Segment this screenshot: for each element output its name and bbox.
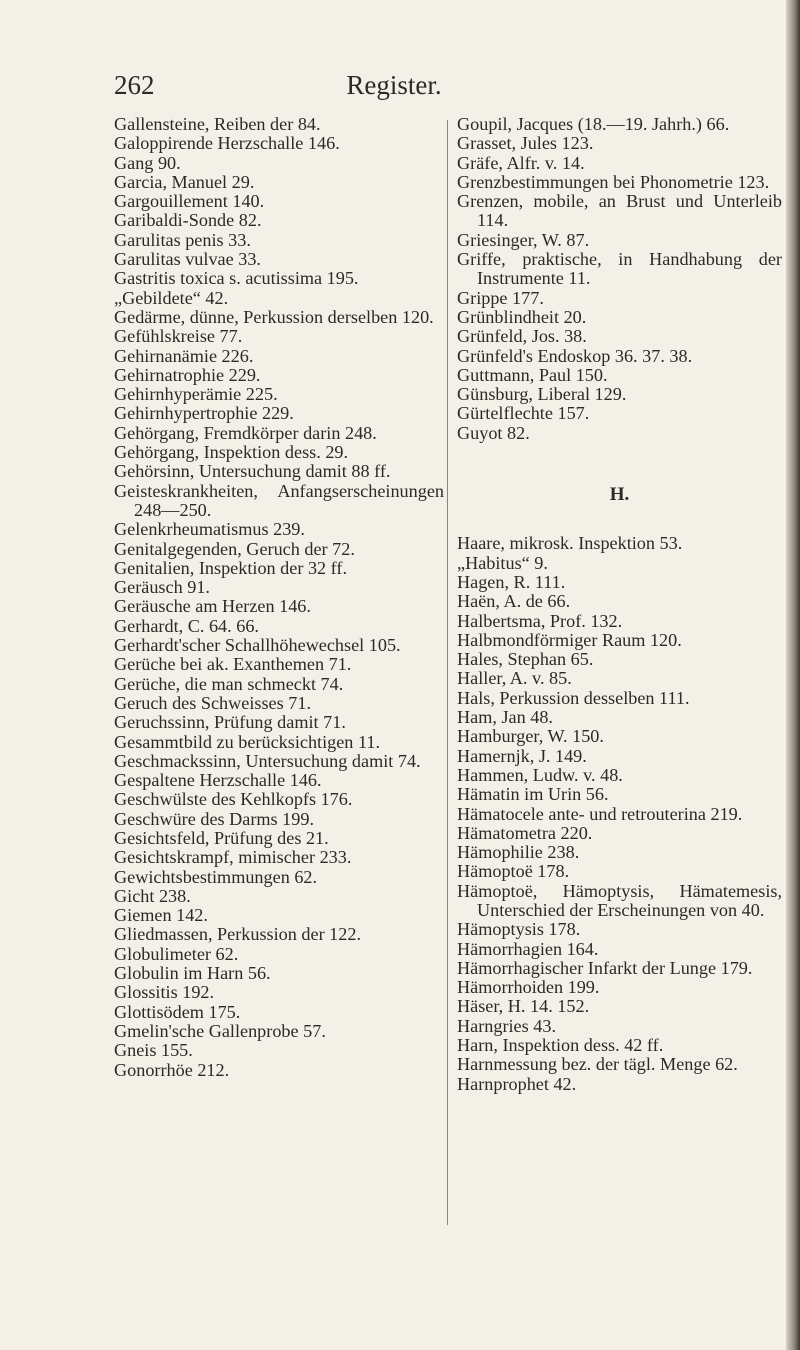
index-entry: Geräusch 91. bbox=[114, 577, 210, 598]
index-entry: Garibaldi-Sonde 82. bbox=[114, 210, 262, 231]
index-entry: Hagen, R. 111. bbox=[457, 571, 566, 592]
index-entry: Gonorrhöe 212. bbox=[114, 1059, 230, 1080]
index-entry: Gehirnhypertrophie 229. bbox=[114, 403, 294, 424]
index-entry: Glossitis 192. bbox=[114, 982, 215, 1003]
index-entry: Harnmessung bez. der tägl. Menge 62. bbox=[457, 1054, 738, 1075]
index-entry: Hämatometra 220. bbox=[457, 822, 593, 843]
index-entry: Gehörsinn, Untersuchung damit 88 ff. bbox=[114, 461, 391, 482]
page-number: 262 bbox=[114, 70, 155, 100]
index-entry: „Habitus“ 9. bbox=[457, 552, 548, 573]
index-entry: Gehirnhyperämie 225. bbox=[114, 384, 278, 405]
index-entry: Harn, Inspektion dess. 42 ff. bbox=[457, 1035, 664, 1056]
index-entry: Gneis 155. bbox=[114, 1040, 193, 1061]
index-entry: Ham, Jan 48. bbox=[457, 707, 553, 728]
index-entry: Goupil, Jacques (18.—19. Jahrh.) 66. bbox=[457, 114, 730, 134]
index-entry: Haller, A. v. 85. bbox=[457, 668, 572, 689]
index-entry: Harnprophet 42. bbox=[457, 1073, 577, 1094]
index-entry: Gesichtsfeld, Prüfung des 21. bbox=[114, 827, 329, 848]
index-entry: Gehörgang, Inspektion dess. 29. bbox=[114, 442, 349, 463]
index-entry: Gerhardt, C. 64. 66. bbox=[114, 615, 259, 636]
index-entry: Hammen, Ludw. v. 48. bbox=[457, 764, 623, 785]
index-entry: Harngries 43. bbox=[457, 1015, 556, 1036]
index-entry: Gespaltene Herzschalle 146. bbox=[114, 770, 322, 791]
index-entry: Geschwülste des Kehlkopfs 176. bbox=[114, 789, 353, 810]
index-entry: Grippe 177. bbox=[457, 287, 544, 308]
index-entry: Hamburger, W. 150. bbox=[457, 726, 604, 747]
index-entry: Gastritis toxica s. acutissima 195. bbox=[114, 268, 359, 289]
index-entry: Hämorrhagien 164. bbox=[457, 938, 599, 959]
index-entry: Gehirnanämie 226. bbox=[114, 345, 254, 366]
index-entry: Gesammtbild zu berücksichtigen 11. bbox=[114, 731, 381, 752]
index-entry: Giemen 142. bbox=[114, 905, 208, 926]
index-entry: Gicht 238. bbox=[114, 885, 191, 906]
page-edge-shadow bbox=[786, 0, 800, 1350]
index-entry: Hämorrhoiden 199. bbox=[457, 977, 600, 998]
index-entry: Hales, Stephan 65. bbox=[457, 649, 594, 670]
index-entry: Gerhardt'scher Schallhöhewechsel 105. bbox=[114, 635, 401, 656]
index-entry: Grünfeld's Endoskop 36. 37. 38. bbox=[457, 345, 693, 366]
index-entry: Garulitas vulvae 33. bbox=[114, 249, 261, 270]
index-entry: Geschwüre des Darms 199. bbox=[114, 808, 315, 829]
index-entry: Gerüche, die man schmeckt 74. bbox=[114, 673, 344, 694]
index-entry: Glottisödem 175. bbox=[114, 1001, 241, 1022]
index-entry: Gürtelflechte 157. bbox=[457, 403, 590, 424]
index-entry: Grünfeld, Jos. 38. bbox=[457, 326, 587, 347]
index-entry: Geisteskrankheiten, Anfangserscheinungen 248—250. bbox=[114, 480, 444, 520]
page-title: Register. bbox=[346, 70, 442, 100]
index-entry: Gehirnatrophie 229. bbox=[114, 364, 261, 385]
index-entry: Geruch des Schweisses 71. bbox=[114, 692, 311, 713]
index-column-right bbox=[457, 115, 782, 1094]
index-entry: Hals, Perkussion desselben 111. bbox=[457, 687, 690, 708]
column-divider bbox=[447, 120, 448, 1225]
index-entry: Hämophilie 238. bbox=[457, 842, 580, 863]
index-entry: Hämatin im Urin 56. bbox=[457, 784, 609, 805]
section-heading-h: H. bbox=[609, 484, 630, 506]
index-entry: Gräfe, Alfr. v. 14. bbox=[457, 152, 585, 173]
index-entry: Genitalien, Inspektion der 32 ff. bbox=[114, 557, 348, 578]
index-entry: Halbmondförmiger Raum 120. bbox=[457, 629, 682, 650]
index-entry: Gang 90. bbox=[114, 152, 181, 173]
index-entry: Hamernjk, J. 149. bbox=[457, 745, 587, 766]
index-entry: Galoppirende Herzschalle 146. bbox=[114, 133, 340, 154]
index-entry: Gefühlskreise 77. bbox=[114, 326, 243, 347]
index-entry: Grenzbestimmungen bei Phonometrie 123. bbox=[457, 171, 770, 192]
index-entry: Grenzen, mobile, an Brust und Unterleib 114. bbox=[457, 191, 782, 231]
index-entry: Gliedmassen, Perkussion der 122. bbox=[114, 924, 362, 945]
index-entry: Hämoptoë, Hämoptysis, Hämatemesis, Unterschied der Erscheinungen von 40. bbox=[457, 880, 782, 920]
index-entry: Gehörgang, Fremdkörper darin 248. bbox=[114, 422, 377, 443]
index-column-left bbox=[114, 115, 444, 1080]
index-entry: Guyot 82. bbox=[457, 422, 530, 443]
index-entry: Haën, A. de 66. bbox=[457, 591, 571, 612]
index-entry: Hämoptysis 178. bbox=[457, 919, 581, 940]
index-entry: Gallensteine, Reiben der 84. bbox=[114, 114, 321, 134]
index-entry: Halbertsma, Prof. 132. bbox=[457, 610, 623, 631]
index-entry: Gerüche bei ak. Exanthemen 71. bbox=[114, 654, 352, 675]
index-entry: Hämatocele ante- und retrouterina 219. bbox=[457, 803, 743, 824]
index-entry: Gedärme, dünne, Perkussion derselben 120. bbox=[114, 306, 434, 327]
index-entry: Griesinger, W. 87. bbox=[457, 229, 590, 250]
index-entry: Gargouillement 140. bbox=[114, 191, 265, 212]
index-entry: Garulitas penis 33. bbox=[114, 229, 251, 250]
index-entry: Gesichtskrampf, mimischer 233. bbox=[114, 847, 352, 868]
index-entry: Gmelin'sche Gallenprobe 57. bbox=[114, 1020, 326, 1041]
index-entry: Globulimeter 62. bbox=[114, 943, 239, 964]
index-entry: Garcia, Manuel 29. bbox=[114, 171, 255, 192]
index-entry: Grasset, Jules 123. bbox=[457, 133, 594, 154]
page-header bbox=[114, 70, 674, 110]
index-entry: Haare, mikrosk. Inspektion 53. bbox=[457, 533, 683, 554]
index-entry: „Gebildete“ 42. bbox=[114, 287, 229, 308]
index-group-h bbox=[457, 534, 782, 1094]
index-entry: Günsburg, Liberal 129. bbox=[457, 384, 627, 405]
index-entry: Hämorrhagischer Infarkt der Lunge 179. bbox=[457, 957, 753, 978]
index-entry: Genitalgegenden, Geruch der 72. bbox=[114, 538, 355, 559]
index-entry: Globulin im Harn 56. bbox=[114, 963, 271, 984]
index-entry: Geschmackssinn, Untersuchung damit 74. bbox=[114, 750, 421, 771]
index-entry: Geruchssinn, Prüfung damit 71. bbox=[114, 712, 346, 733]
index-group-g-continued bbox=[457, 115, 782, 443]
index-entry: Grünblindheit 20. bbox=[457, 306, 587, 327]
index-entry: Gewichtsbestimmungen 62. bbox=[114, 866, 318, 887]
index-entry: Hämoptoë 178. bbox=[457, 861, 570, 882]
index-entry: Griffe, praktische, in Handhabung der Instrumente 11. bbox=[457, 249, 782, 289]
index-entry: Gelenkrheumatismus 239. bbox=[114, 519, 305, 540]
index-entry: Geräusche am Herzen 146. bbox=[114, 596, 311, 617]
index-entry: Häser, H. 14. 152. bbox=[457, 996, 590, 1017]
index-entry: Guttmann, Paul 150. bbox=[457, 364, 608, 385]
